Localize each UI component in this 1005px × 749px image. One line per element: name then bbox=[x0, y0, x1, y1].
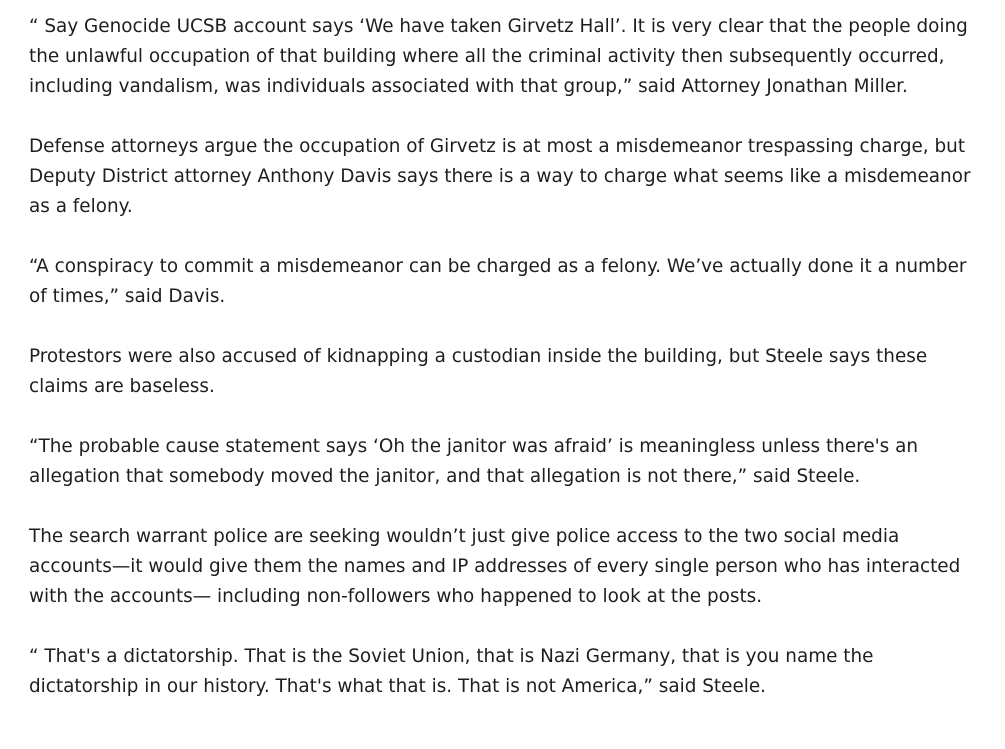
paragraph-davis-quote: “A conspiracy to commit a misdemeanor can be charged as a felony. We’ve actually done it a number of times,” said Davis. bbox=[29, 256, 967, 307]
paragraph-miller-quote: “ Say Genocide UCSB account says ‘We have taken Girvetz Hall’. It is very clear that the people doing the unlawful occupation of that building where all the criminal activity then subsequently occurred, including vandalism, was individuals associated with that group,” said Attorney Jonathan Miller. bbox=[29, 16, 968, 97]
paragraph-kidnapping-claim: Protestors were also accused of kidnapping a custodian inside the building, but Steele says these claims are baseless. bbox=[29, 346, 928, 397]
paragraph-steele-janitor-quote: “The probable cause statement says ‘Oh the janitor was afraid’ is meaningless unless there's an allegation that somebody moved the janitor, and that allegation is not there,” said Steele. bbox=[29, 436, 919, 487]
paragraph-search-warrant: The search warrant police are seeking wouldn’t just give police access to the two social media accounts—it would give them the names and IP addresses of every single person who has interacted with the accounts— including non-followers who happened to look at the posts. bbox=[29, 526, 961, 607]
paragraph-steele-dictatorship-quote: “ That's a dictatorship. That is the Soviet Union, that is Nazi Germany, that is you name the dictatorship in our history. That's what that is. That is not America,” said Steele. bbox=[29, 646, 874, 697]
paragraph-defense-argument: Defense attorneys argue the occupation of Girvetz is at most a misdemeanor trespassing charge, but Deputy District attorney Anthony Davis says there is a way to charge what seems like a misdemeanor as a felony. bbox=[29, 136, 971, 217]
